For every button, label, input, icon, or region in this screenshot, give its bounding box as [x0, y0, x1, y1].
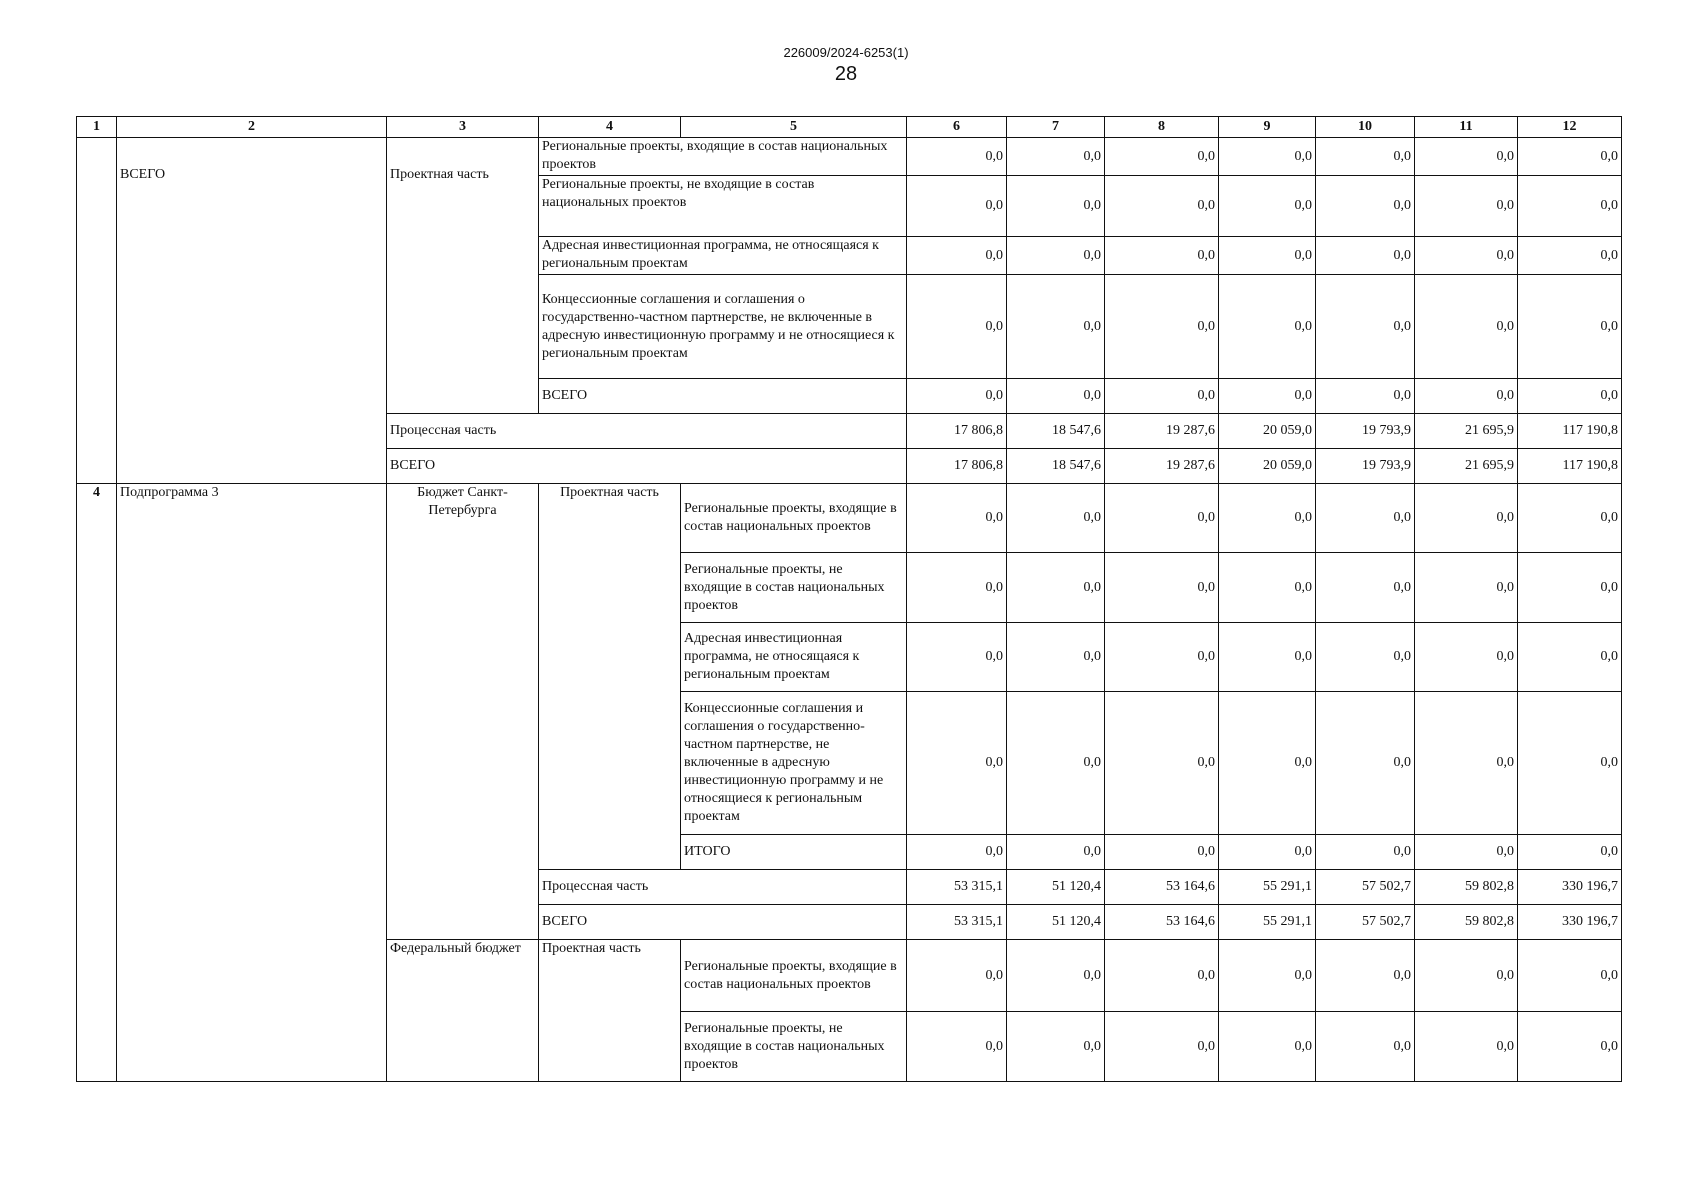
value-cell: 0,0 [907, 176, 1007, 237]
value-cell: 55 291,1 [1219, 905, 1316, 940]
value-cell: 0,0 [907, 1012, 1007, 1082]
value-cell: 0,0 [1219, 623, 1316, 692]
value-cell: 0,0 [1415, 940, 1518, 1012]
column-header: 1 [77, 117, 117, 138]
value-cell: 0,0 [1518, 1012, 1622, 1082]
table-row [77, 138, 1622, 176]
column-header: 5 [681, 117, 907, 138]
value-cell: 0,0 [1219, 138, 1316, 176]
value-cell: 0,0 [1518, 176, 1622, 237]
value-cell: 19 287,6 [1105, 414, 1219, 449]
value-cell: 0,0 [1007, 379, 1105, 414]
value-cell: 0,0 [907, 275, 1007, 379]
value-cell: 20 059,0 [1219, 449, 1316, 484]
value-cell: 0,0 [907, 379, 1007, 414]
value-cell: 117 190,8 [1518, 414, 1622, 449]
value-cell: 0,0 [907, 237, 1007, 275]
value-cell: 0,0 [907, 623, 1007, 692]
budget-source-label: Федеральный бюджет [387, 940, 539, 1082]
value-cell: 0,0 [1007, 138, 1105, 176]
table-row [77, 484, 1622, 553]
value-cell: 0,0 [1219, 692, 1316, 835]
row-label: Адресная инвестиционная программа, не относящаяся к региональным проектам [539, 237, 907, 275]
value-cell: 0,0 [907, 835, 1007, 870]
value-cell: 0,0 [1007, 484, 1105, 553]
budget-source-label: Бюджет Санкт-Петербурга [387, 484, 539, 940]
value-cell: 0,0 [907, 484, 1007, 553]
column-header: 9 [1219, 117, 1316, 138]
value-cell: 0,0 [1415, 275, 1518, 379]
value-cell: 0,0 [1518, 379, 1622, 414]
value-cell: 0,0 [1316, 1012, 1415, 1082]
column-header: 4 [539, 117, 681, 138]
project-part-label: Проектная часть [387, 138, 539, 414]
value-cell: 53 315,1 [907, 870, 1007, 905]
value-cell: 0,0 [1316, 623, 1415, 692]
column-header: 3 [387, 117, 539, 138]
row-label: Региональные проекты, не входящие в состав национальных проектов [681, 1012, 907, 1082]
value-cell: 0,0 [1105, 275, 1219, 379]
value-cell: 0,0 [1219, 940, 1316, 1012]
value-cell: 21 695,9 [1415, 449, 1518, 484]
value-cell: 0,0 [1518, 553, 1622, 623]
value-cell: 0,0 [1415, 553, 1518, 623]
total-label: ВСЕГО [539, 905, 907, 940]
value-cell: 330 196,7 [1518, 905, 1622, 940]
value-cell: 0,0 [1219, 237, 1316, 275]
row-label: Региональные проекты, входящие в состав национальных проектов [681, 484, 907, 553]
value-cell: 0,0 [1219, 484, 1316, 553]
column-header: 8 [1105, 117, 1219, 138]
column-number-row [77, 117, 1622, 138]
value-cell: 0,0 [1415, 176, 1518, 237]
value-cell: 0,0 [1316, 176, 1415, 237]
value-cell: 17 806,8 [907, 414, 1007, 449]
subprogram-label: Подпрограмма 3 [117, 484, 387, 1082]
value-cell: 0,0 [1518, 940, 1622, 1012]
budget-table [76, 116, 1622, 1082]
value-cell: 20 059,0 [1219, 414, 1316, 449]
value-cell: 0,0 [1219, 1012, 1316, 1082]
value-cell: 0,0 [1007, 237, 1105, 275]
row-label: Региональные проекты, входящие в состав национальных проектов [681, 940, 907, 1012]
value-cell: 0,0 [1415, 484, 1518, 553]
value-cell: 0,0 [1007, 623, 1105, 692]
value-cell: 0,0 [1105, 623, 1219, 692]
value-cell: 0,0 [1105, 484, 1219, 553]
value-cell: 0,0 [1219, 379, 1316, 414]
row-label: Региональные проекты, входящие в состав национальных проектов [539, 138, 907, 176]
value-cell: 0,0 [1316, 237, 1415, 275]
row-number-cell: 4 [77, 484, 117, 1082]
value-cell: 0,0 [1219, 835, 1316, 870]
column-header: 12 [1518, 117, 1622, 138]
value-cell: 53 164,6 [1105, 870, 1219, 905]
value-cell: 19 287,6 [1105, 449, 1219, 484]
document-id: 226009/2024-6253(1) [783, 45, 909, 60]
column-header: 10 [1316, 117, 1415, 138]
value-cell: 17 806,8 [907, 449, 1007, 484]
value-cell: 0,0 [1518, 835, 1622, 870]
project-part-label: Проектная часть [539, 484, 681, 870]
value-cell: 59 802,8 [1415, 905, 1518, 940]
value-cell: 0,0 [1415, 237, 1518, 275]
value-cell: 57 502,7 [1316, 905, 1415, 940]
value-cell: 0,0 [1105, 553, 1219, 623]
value-cell: 0,0 [1415, 692, 1518, 835]
row-label: Региональные проекты, не входящие в состав национальных проектов [539, 176, 907, 237]
value-cell: 0,0 [1316, 379, 1415, 414]
value-cell: 51 120,4 [1007, 905, 1105, 940]
value-cell: 0,0 [907, 138, 1007, 176]
value-cell: 0,0 [1007, 692, 1105, 835]
value-cell: 0,0 [1007, 553, 1105, 623]
value-cell: 0,0 [1518, 484, 1622, 553]
value-cell: 117 190,8 [1518, 449, 1622, 484]
column-header: 11 [1415, 117, 1518, 138]
total-label: ВСЕГО [387, 449, 907, 484]
value-cell: 0,0 [1316, 275, 1415, 379]
value-cell: 0,0 [1105, 379, 1219, 414]
row-label: Концессионные соглашения и соглашения о государственно-частном партнерстве, не включенные в адресную инвестиционную программу и не относящиеся к региональным проектам [681, 692, 907, 835]
value-cell: 0,0 [1105, 138, 1219, 176]
value-cell: 0,0 [1415, 835, 1518, 870]
value-cell: 51 120,4 [1007, 870, 1105, 905]
column-header: 7 [1007, 117, 1105, 138]
value-cell: 53 315,1 [907, 905, 1007, 940]
value-cell: 0,0 [1316, 940, 1415, 1012]
process-part-label: Процессная часть [539, 870, 907, 905]
row-label: Региональные проекты, не входящие в состав национальных проектов [681, 553, 907, 623]
value-cell: 18 547,6 [1007, 449, 1105, 484]
page-number: 28 [834, 63, 858, 85]
value-cell: 59 802,8 [1415, 870, 1518, 905]
value-cell: 0,0 [1518, 623, 1622, 692]
value-cell: 0,0 [1518, 237, 1622, 275]
value-cell: 57 502,7 [1316, 870, 1415, 905]
value-cell: 0,0 [1518, 692, 1622, 835]
value-cell: 0,0 [907, 553, 1007, 623]
value-cell: 0,0 [1415, 623, 1518, 692]
value-cell: 0,0 [1105, 940, 1219, 1012]
value-cell: 0,0 [1105, 835, 1219, 870]
value-cell: 330 196,7 [1518, 870, 1622, 905]
value-cell: 19 793,9 [1316, 414, 1415, 449]
value-cell: 0,0 [1219, 275, 1316, 379]
value-cell: 0,0 [1219, 553, 1316, 623]
section-total-label: ВСЕГО [117, 138, 387, 484]
row-label: Адресная инвестиционная программа, не относящаяся к региональным проектам [681, 623, 907, 692]
value-cell: 0,0 [1415, 138, 1518, 176]
value-cell: 0,0 [1105, 692, 1219, 835]
total-label: ВСЕГО [539, 379, 907, 414]
value-cell: 0,0 [1316, 835, 1415, 870]
value-cell: 0,0 [1316, 553, 1415, 623]
process-part-label: Процессная часть [387, 414, 907, 449]
value-cell: 55 291,1 [1219, 870, 1316, 905]
value-cell: 0,0 [1105, 237, 1219, 275]
value-cell: 0,0 [907, 692, 1007, 835]
row-label: Концессионные соглашения и соглашения о государственно-частном партнерстве, не включенные в адресную инвестиционную программу и не относящиеся к региональным проектам [539, 275, 907, 379]
value-cell: 0,0 [1105, 176, 1219, 237]
value-cell: 0,0 [1518, 275, 1622, 379]
column-header: 6 [907, 117, 1007, 138]
value-cell: 0,0 [1007, 176, 1105, 237]
value-cell: 0,0 [1415, 379, 1518, 414]
value-cell: 0,0 [1007, 1012, 1105, 1082]
value-cell: 19 793,9 [1316, 449, 1415, 484]
value-cell: 0,0 [1105, 1012, 1219, 1082]
value-cell: 0,0 [1518, 138, 1622, 176]
value-cell: 0,0 [1316, 138, 1415, 176]
value-cell: 0,0 [1316, 692, 1415, 835]
value-cell: 0,0 [1316, 484, 1415, 553]
value-cell: 0,0 [1415, 1012, 1518, 1082]
value-cell: 0,0 [1007, 940, 1105, 1012]
value-cell: 0,0 [907, 940, 1007, 1012]
value-cell: 0,0 [1219, 176, 1316, 237]
value-cell: 18 547,6 [1007, 414, 1105, 449]
column-header: 2 [117, 117, 387, 138]
value-cell: 21 695,9 [1415, 414, 1518, 449]
value-cell: 0,0 [1007, 835, 1105, 870]
value-cell: 53 164,6 [1105, 905, 1219, 940]
project-part-label: Проектная часть [539, 940, 681, 1082]
row-number-cell [77, 138, 117, 484]
value-cell: 0,0 [1007, 275, 1105, 379]
total-label: ИТОГО [681, 835, 907, 870]
